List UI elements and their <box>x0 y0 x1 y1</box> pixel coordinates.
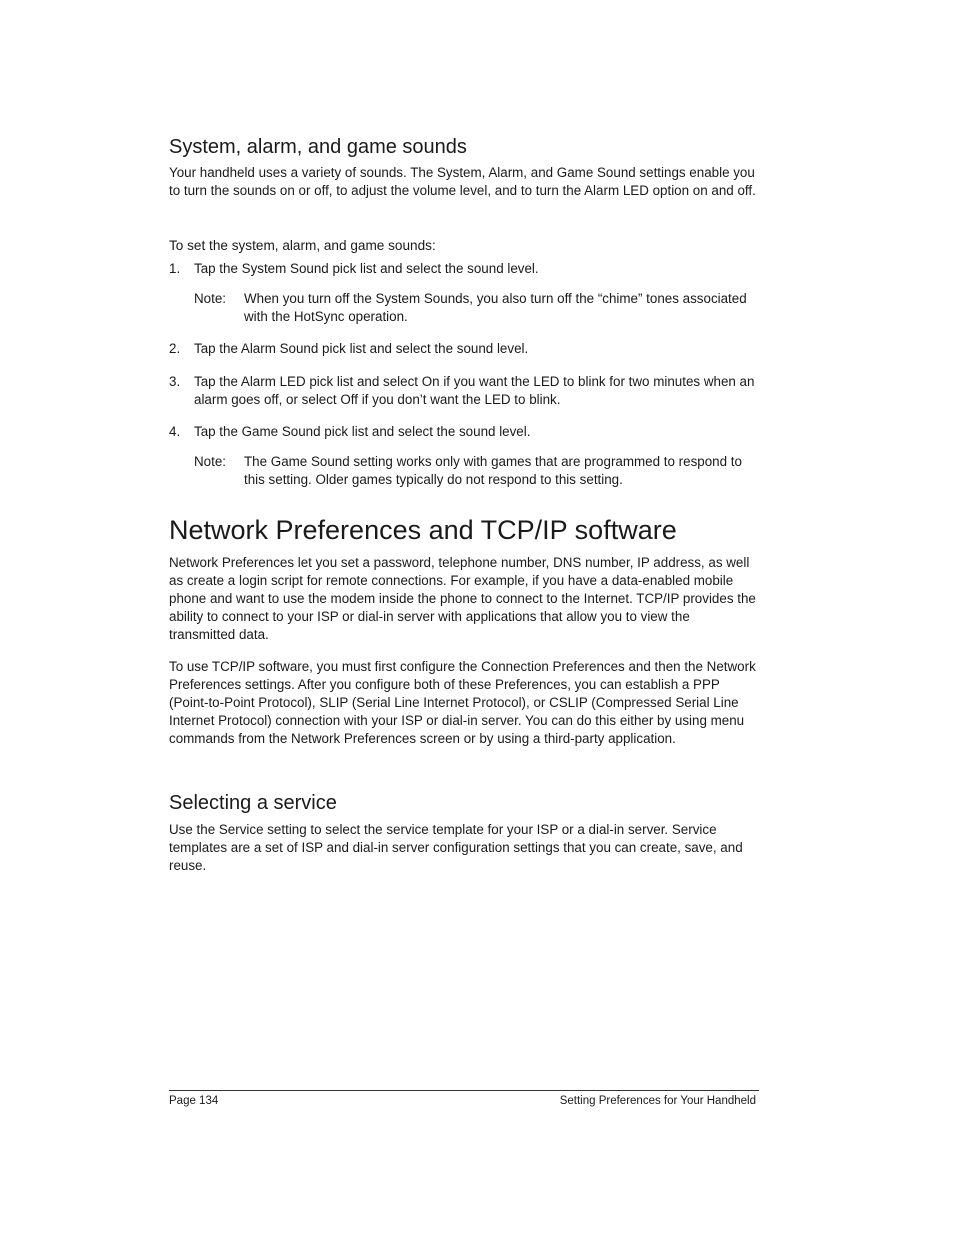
note-text: The Game Sound setting works only with games that are programmed to respond to this setting. Older games typically do not respond to this setting. <box>244 454 742 487</box>
step-text: Tap the Alarm LED pick list and select On if you want the LED to blink for two minutes when an alarm goes off, or select Off if you don’t want the LED to blink. <box>194 374 755 407</box>
note-label: Note: <box>194 454 227 469</box>
service-paragraph: Use the Service setting to select the service template for your ISP or a dial-in server. Service templates are a set of ISP and dial-in server configuration settings that you can create, save, and reuse. <box>169 822 743 873</box>
step-number: 3. <box>169 374 181 389</box>
step-number: 4. <box>169 424 181 439</box>
step-number: 1. <box>169 261 181 276</box>
note-label: Note: <box>194 291 227 306</box>
sounds-intro-paragraph: Your handheld uses a variety of sounds. The System, Alarm, and Game Sound settings enable you to turn the sounds on or off, to adjust the volume level, and to turn the Alarm LED option on and off. <box>169 165 756 198</box>
network-paragraph-2: To use TCP/IP software, you must first configure the Connection Preferences and then the Network Preferences settings. After you configure both of these Preferences, you can establish a PPP (Point-to-Point Protocol), SLIP (Serial Line Internet Protocol), or CSLIP (Compressed Serial Line Internet Protocol) connection with your ISP or dial-in server. You can do this either by using menu commands from the Network Preferences screen or by using a third-party application. <box>169 659 756 746</box>
step-text: Tap the Alarm Sound pick list and select the sound level. <box>194 341 529 356</box>
chapter-title: Setting Preferences for Your Handheld <box>559 1095 756 1107</box>
network-paragraph-1: Network Preferences let you set a password, telephone number, DNS number, IP address, as well as create a login script for remote connections. For example, if you have a data-enabled mobile phone and want to use the modem inside the phone to connect to the Internet. TCP/IP provides the ability to connect to your ISP or dial-in server with applications that allow you to view the transmitted data. <box>169 555 756 642</box>
step-number: 2. <box>169 341 181 356</box>
note-text: When you turn off the System Sounds, you also turn off the “chime” tones associated with the HotSync operation. <box>244 291 747 324</box>
section-heading-sounds: System, alarm, and game sounds <box>169 136 467 158</box>
procedure-heading: To set the system, alarm, and game sounds: <box>169 238 436 253</box>
footer-divider <box>169 1090 759 1091</box>
page-number: Page 134 <box>169 1095 219 1107</box>
step-text: Tap the Game Sound pick list and select the sound level. <box>194 424 531 439</box>
step-text: Tap the System Sound pick list and select the sound level. <box>194 261 539 276</box>
section-heading-network: Network Preferences and TCP/IP software <box>169 515 677 545</box>
section-heading-service: Selecting a service <box>169 792 337 814</box>
